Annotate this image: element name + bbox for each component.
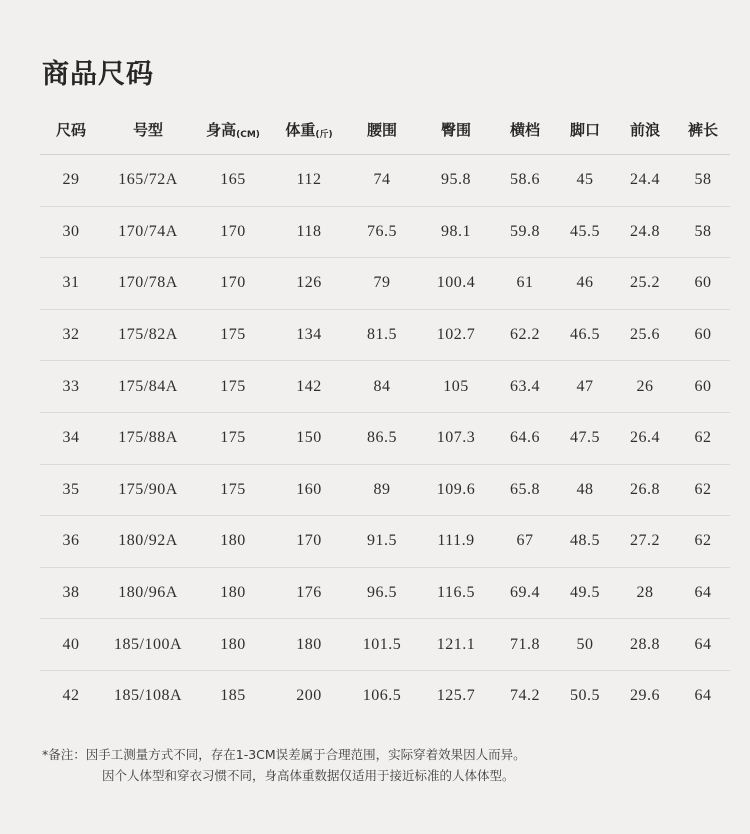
table-row (40, 464, 730, 516)
cell-rise: 29.6 (630, 687, 660, 705)
column-header-label: 号型 (132, 121, 163, 139)
column-header-unit: (斤) (315, 130, 333, 140)
cell-model: 185/108A (114, 687, 182, 705)
cell-weight: 150 (296, 429, 322, 447)
column-header-height (194, 115, 272, 155)
cell-size: 31 (62, 274, 80, 292)
cell-hem: 46 (576, 274, 594, 292)
cell-weight: 142 (296, 377, 322, 395)
cell-waist: 74 (373, 171, 391, 189)
table-row (40, 155, 730, 207)
column-header-label: 体重 (285, 121, 316, 139)
cell-hip: 105 (443, 377, 469, 395)
cell-hem: 47.5 (570, 429, 600, 447)
cell-size: 32 (62, 326, 80, 344)
cell-model: 185/100A (114, 635, 182, 653)
cell-rise: 25.2 (630, 274, 660, 292)
cell-thigh: 64.6 (510, 429, 540, 447)
cell-hip: 111.9 (437, 532, 475, 550)
cell-weight: 118 (296, 222, 322, 240)
cell-hem: 50 (576, 635, 594, 653)
cell-model: 175/82A (118, 326, 178, 344)
cell-height: 180 (220, 532, 246, 550)
cell-rise: 24.4 (630, 171, 660, 189)
cell-thigh: 67 (516, 532, 534, 550)
cell-hip: 116.5 (437, 584, 475, 602)
cell-rise: 25.6 (630, 326, 660, 344)
cell-height: 180 (220, 584, 246, 602)
table-row (40, 567, 730, 619)
table-row (40, 412, 730, 464)
cell-size: 29 (62, 171, 80, 189)
page-title: 商品尺码 (42, 59, 154, 90)
cell-waist: 86.5 (367, 429, 397, 447)
column-header-label: 横档 (509, 121, 540, 139)
cell-weight: 112 (296, 171, 322, 189)
cell-weight: 176 (296, 584, 322, 602)
cell-length: 64 (694, 635, 712, 653)
cell-length: 62 (694, 429, 712, 447)
cell-size: 42 (62, 687, 80, 705)
cell-length: 60 (694, 326, 712, 344)
cell-size: 40 (62, 635, 80, 653)
cell-height: 180 (220, 635, 246, 653)
table-header-row (40, 115, 730, 155)
table-header (40, 115, 730, 155)
cell-height: 175 (220, 429, 246, 447)
cell-waist: 101.5 (362, 635, 402, 653)
cell-weight: 180 (296, 635, 322, 653)
table-row (40, 206, 730, 258)
cell-hip: 102.7 (436, 326, 476, 344)
cell-height: 175 (220, 326, 246, 344)
table-row (40, 258, 730, 310)
cell-hip: 98.1 (441, 222, 471, 240)
size-table (40, 115, 730, 722)
cell-rise: 28.8 (630, 635, 660, 653)
cell-model: 170/78A (118, 274, 178, 292)
column-header-unit: (CM) (236, 130, 260, 140)
column-header-label: 身高 (206, 121, 237, 139)
column-header-length (676, 115, 730, 155)
column-header-model (102, 115, 194, 155)
cell-length: 58 (694, 171, 712, 189)
cell-model: 175/90A (118, 480, 178, 498)
table-row (40, 309, 730, 361)
cell-thigh: 65.8 (510, 480, 540, 498)
cell-thigh: 63.4 (510, 377, 540, 395)
cell-hip: 125.7 (436, 687, 476, 705)
cell-size: 33 (62, 377, 80, 395)
column-header-label: 尺码 (55, 121, 86, 139)
cell-hem: 46.5 (570, 326, 600, 344)
cell-hem: 45.5 (570, 222, 600, 240)
cell-hem: 47 (576, 377, 594, 395)
footnotes (40, 744, 710, 788)
cell-length: 60 (694, 274, 712, 292)
footnote-body-type: 因个人体型和穿衣习惯不同，身高体重数据仅适用于接近标准的人体体型。 (102, 768, 515, 784)
column-header-thigh (494, 115, 556, 155)
cell-size: 30 (62, 222, 80, 240)
column-header-label: 腰围 (366, 121, 397, 139)
column-header-rise (614, 115, 676, 155)
cell-thigh: 59.8 (510, 222, 540, 240)
cell-rise: 24.8 (630, 222, 660, 240)
column-header-waist (346, 115, 418, 155)
table-row (40, 670, 730, 721)
cell-model: 180/96A (118, 584, 178, 602)
cell-waist: 91.5 (367, 532, 397, 550)
cell-height: 175 (220, 480, 246, 498)
column-header-label: 裤长 (687, 121, 718, 139)
cell-hem: 48 (576, 480, 594, 498)
cell-waist: 96.5 (367, 584, 397, 602)
cell-thigh: 61 (516, 274, 534, 292)
cell-length: 58 (694, 222, 712, 240)
cell-weight: 160 (296, 480, 322, 498)
column-header-weight (272, 115, 346, 155)
cell-size: 38 (62, 584, 80, 602)
cell-hem: 48.5 (570, 532, 600, 550)
cell-weight: 200 (296, 687, 322, 705)
cell-model: 165/72A (118, 171, 178, 189)
cell-hip: 121.1 (436, 635, 476, 653)
column-header-size (40, 115, 102, 155)
cell-length: 64 (694, 584, 712, 602)
column-header-label: 前浪 (629, 121, 660, 139)
cell-waist: 84 (373, 377, 391, 395)
cell-hem: 50.5 (570, 687, 600, 705)
table-body (40, 155, 730, 722)
cell-rise: 26 (636, 377, 654, 395)
cell-hip: 95.8 (441, 171, 471, 189)
cell-length: 62 (694, 532, 712, 550)
column-header-hem (556, 115, 614, 155)
table-row (40, 619, 730, 671)
table-row (40, 516, 730, 568)
cell-thigh: 62.2 (510, 326, 540, 344)
cell-height: 175 (220, 377, 246, 395)
cell-hem: 45 (576, 171, 594, 189)
footnote-measurement-tolerance: *备注：因手工测量方式不同，存在1-3CM误差属于合理范围，实际穿着效果因人而异。 (42, 746, 526, 762)
cell-weight: 170 (296, 532, 322, 550)
cell-model: 175/88A (118, 429, 178, 447)
cell-rise: 26.4 (630, 429, 660, 447)
cell-height: 185 (220, 687, 246, 705)
cell-size: 36 (62, 532, 80, 550)
cell-waist: 106.5 (362, 687, 402, 705)
cell-hip: 109.6 (436, 480, 476, 498)
cell-rise: 27.2 (630, 532, 660, 550)
cell-size: 34 (62, 429, 80, 447)
cell-height: 170 (220, 222, 246, 240)
cell-length: 64 (694, 687, 712, 705)
column-header-label: 脚口 (569, 121, 600, 139)
cell-weight: 126 (296, 274, 322, 292)
cell-model: 180/92A (118, 532, 178, 550)
cell-waist: 89 (373, 480, 391, 498)
cell-hem: 49.5 (570, 584, 600, 602)
table-row (40, 361, 730, 413)
cell-weight: 134 (296, 326, 322, 344)
cell-thigh: 69.4 (510, 584, 540, 602)
cell-rise: 26.8 (630, 480, 660, 498)
cell-waist: 79 (373, 274, 391, 292)
cell-hip: 100.4 (436, 274, 476, 292)
cell-rise: 28 (636, 584, 654, 602)
cell-thigh: 71.8 (510, 635, 540, 653)
cell-height: 165 (220, 171, 246, 189)
cell-hip: 107.3 (436, 429, 476, 447)
column-header-hip (418, 115, 494, 155)
cell-waist: 76.5 (367, 222, 397, 240)
cell-waist: 81.5 (367, 326, 397, 344)
cell-height: 170 (220, 274, 246, 292)
cell-length: 62 (694, 480, 712, 498)
cell-model: 175/84A (118, 377, 178, 395)
cell-size: 35 (62, 480, 80, 498)
cell-thigh: 58.6 (510, 171, 540, 189)
cell-model: 170/74A (118, 222, 178, 240)
cell-length: 60 (694, 377, 712, 395)
cell-thigh: 74.2 (510, 687, 540, 705)
column-header-label: 臀围 (440, 121, 471, 139)
